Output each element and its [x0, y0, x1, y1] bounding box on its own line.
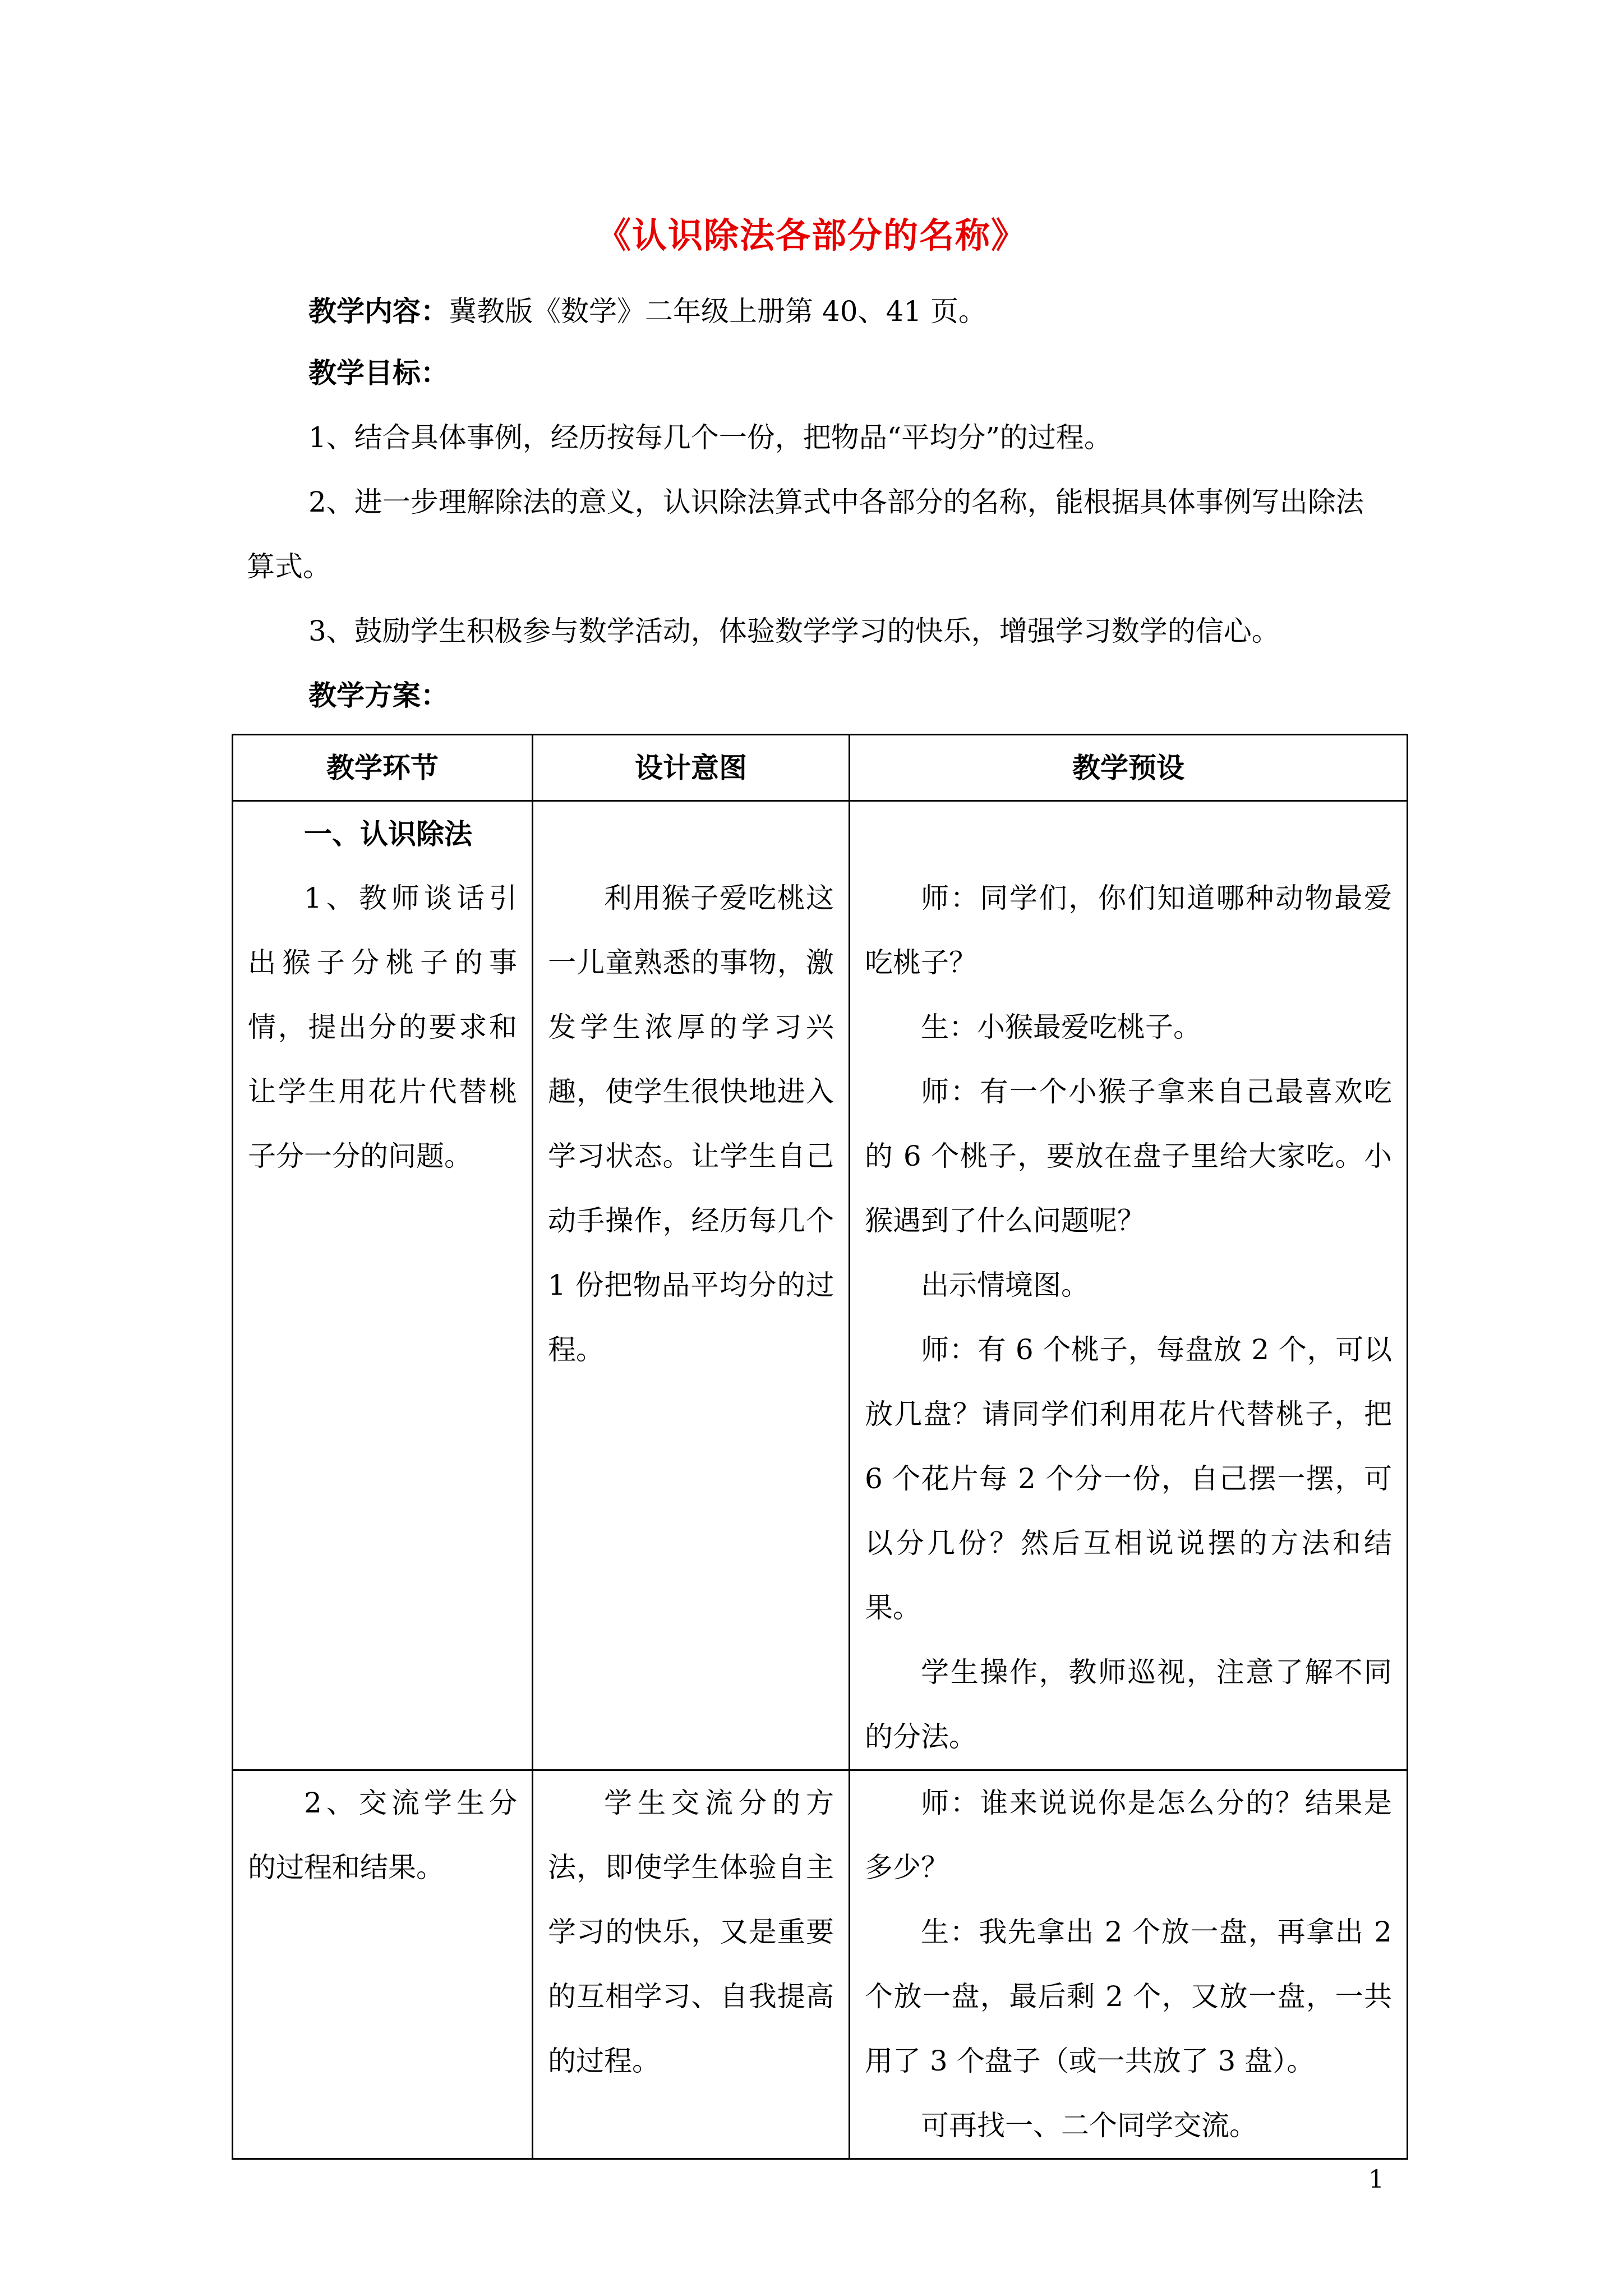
teaching-content-text: 冀教版《数学》二年级上册第 40、41 页。: [449, 295, 987, 328]
document-title: 《认识除法各部分的名称》: [596, 215, 1027, 256]
header-teaching-step: 教学环节: [233, 735, 533, 801]
preset-cell: [850, 801, 1408, 1770]
preset-line: 出示情境图。: [921, 1269, 1089, 1301]
goal-item-2-continued: 算式。: [247, 550, 331, 583]
preset-line: 生：我先拿出 2 个放一盘，再拿出 2 个放一盘，最后剩 2 个，又放一盘，一共用了 3 个盘子（或一共放了 3 盘）。: [865, 1916, 1392, 2077]
preset-line: 生：小猴最爱吃桃子。: [921, 1011, 1201, 1043]
table-row: [233, 801, 1408, 1770]
preset-line: 师：谁来说说你是怎么分的？结果是多少？: [865, 1787, 1392, 1884]
teaching-plan-label-line: [247, 679, 1497, 712]
step-cell: [233, 1770, 533, 2159]
preset-line: 师：有 6 个桃子，每盘放 2 个，可以放几盘？请同学们利用花片代替桃子，把 6 个花片每 2 个分一份，自己摆一摆，可以分几份？然后互相说说摆的方法和结果。: [865, 1333, 1392, 1624]
intent-cell: [533, 1770, 850, 2159]
preset-line: 师：有一个小猴子拿来自己最喜欢吃的 6 个桃子，要放在盘子里给大家吃。小猴遇到了什么问题呢？: [865, 1075, 1392, 1237]
table-header-row: [233, 735, 1408, 801]
goal-item-2: 2、进一步理解除法的意义，认识除法算式中各部分的名称，能根据具体事例写出除法: [308, 486, 1364, 518]
step-text: 1、教师谈话引出猴子分桃子的事情，提出分的要求和让学生用花片代替桃子分一分的问题。: [248, 882, 517, 1172]
header-teaching-preset: 教学预设: [850, 735, 1408, 801]
step-text: 2、交流学生分的过程和结果。: [248, 1787, 517, 1884]
step-cell: [233, 801, 533, 1770]
table-row: [233, 1770, 1408, 2159]
goal-item-3: 3、鼓励学生积极参与数学活动，体验数学学习的快乐，增强学习数学的信心。: [308, 615, 1280, 647]
preset-line: 可再找一、二个同学交流。: [921, 2109, 1257, 2142]
preset-line: 师：同学们，你们知道哪种动物最爱吃桃子？: [865, 882, 1392, 979]
preset-line: 学生操作，教师巡视，注意了解不同的分法。: [865, 1656, 1392, 1753]
teaching-goals-label-line: [247, 356, 1497, 389]
intent-cell: [533, 801, 850, 1770]
teaching-content-line: [247, 295, 1497, 328]
teaching-goals-label: 教学目标：: [308, 356, 449, 389]
teaching-plan-label: 教学方案：: [308, 679, 449, 712]
intent-text: 学生交流分的方法，即使学生体验自主学习的快乐，又是重要的互相学习、自我提高的过程。: [548, 1787, 834, 2077]
header-design-intent: 设计意图: [533, 735, 850, 801]
teaching-plan-table: [232, 734, 1408, 2160]
intent-text: 利用猴子爱吃桃这一儿童熟悉的事物，激发学生浓厚的学习兴趣，使学生很快地进入学习状态。让学生自己动手操作，经历每几个 1 份把物品平均分的过程。: [548, 882, 834, 1366]
preset-cell: [850, 1770, 1408, 2159]
goal-item-1: 1、结合具体事例，经历按每几个一份，把物品“平均分”的过程。: [308, 421, 1112, 454]
teaching-content-label: 教学内容：: [308, 295, 449, 328]
page-number: 1: [1368, 2165, 1384, 2194]
section-title: 一、认识除法: [304, 817, 472, 850]
